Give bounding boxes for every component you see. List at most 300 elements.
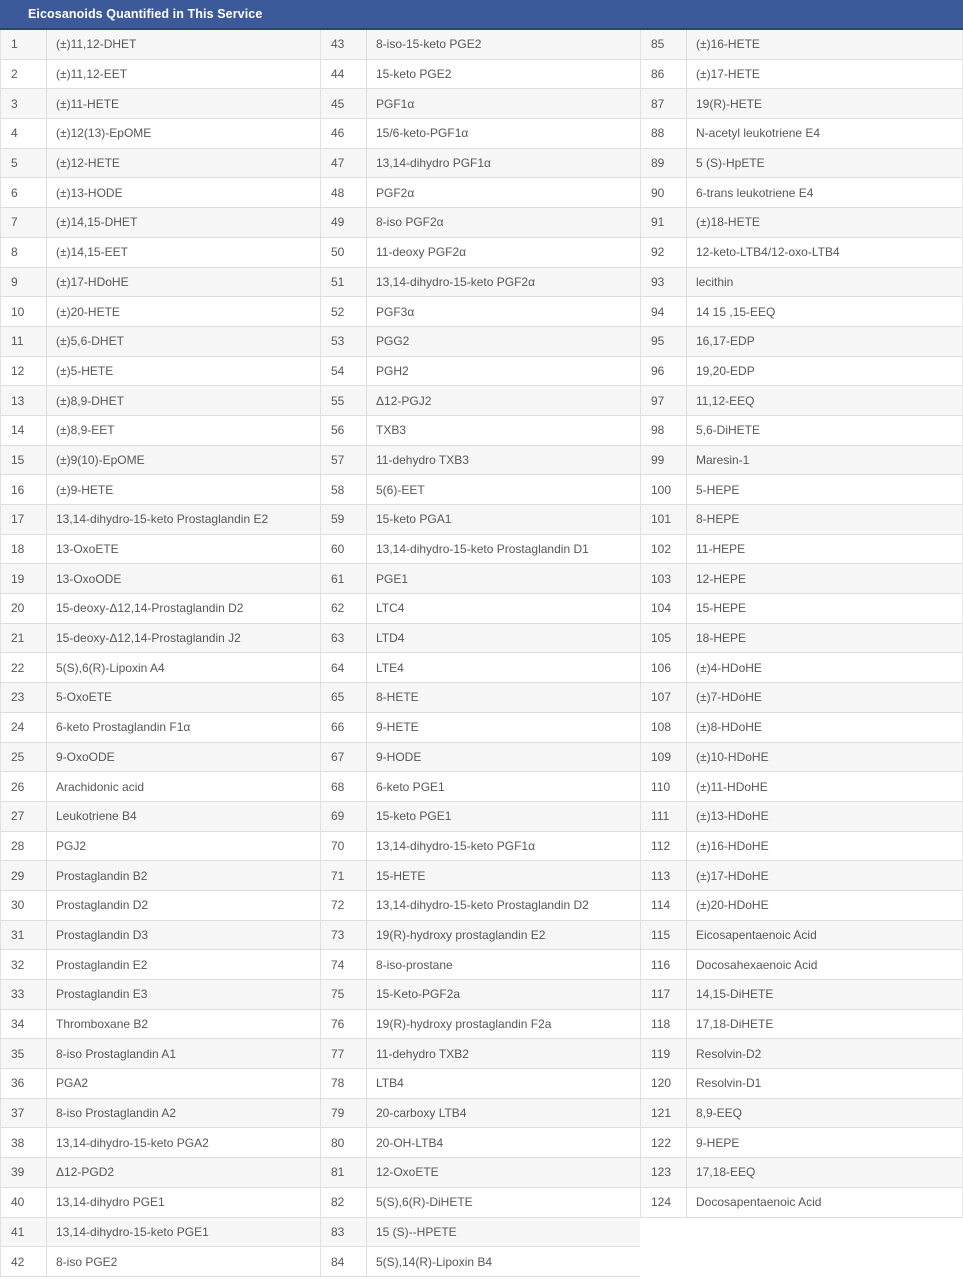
row-number: 79	[321, 1099, 367, 1128]
compound-name: LTD4	[376, 631, 405, 646]
row-number: 83	[321, 1218, 367, 1247]
table-row	[321, 475, 640, 505]
row-number: 42	[1, 1247, 47, 1276]
table-row	[1, 1010, 320, 1040]
compound-name: 13,14-dihydro-15-keto PGA2	[56, 1135, 209, 1150]
compound-name: (±)20-HETE	[56, 304, 120, 319]
compound-name: (±)11-HDoHE	[696, 779, 768, 794]
compound-table-column-3	[640, 30, 963, 1218]
table-row	[641, 713, 962, 743]
compound-name: (±)8,9-EET	[56, 423, 115, 438]
table-row	[1, 357, 320, 387]
row-number: 65	[321, 683, 367, 712]
compound-name: 19,20-EDP	[696, 363, 755, 378]
table-row	[1, 119, 320, 149]
table-row	[1, 30, 320, 60]
row-number: 66	[321, 713, 367, 742]
row-number: 89	[641, 149, 687, 178]
table-row	[1, 535, 320, 565]
compound-name: TXB3	[376, 423, 407, 438]
compound-name: 8,9-EEQ	[696, 1106, 743, 1121]
table-row	[321, 1039, 640, 1069]
compound-name: (±)14,15-EET	[56, 245, 128, 260]
row-number: 23	[1, 683, 47, 712]
table-title-bar	[0, 0, 963, 28]
compound-name: 15-Keto-PGF2a	[376, 987, 461, 1002]
compound-name: Docosapentaenoic Acid	[696, 1195, 822, 1210]
compound-name: 13,14-dihydro PGE1	[56, 1195, 165, 1210]
row-number: 72	[321, 891, 367, 920]
row-number: 20	[1, 594, 47, 623]
row-number: 122	[641, 1128, 687, 1157]
table-row	[641, 950, 962, 980]
compound-name: 11-HEPE	[696, 542, 746, 557]
table-row	[641, 1010, 962, 1040]
compound-name: (±)4-HDoHE	[696, 660, 762, 675]
row-number: 108	[641, 713, 687, 742]
row-number: 106	[641, 653, 687, 682]
table-row	[1, 802, 320, 832]
table-row	[321, 1247, 640, 1277]
table-row	[321, 832, 640, 862]
compound-name: (±)9-HETE	[56, 482, 114, 497]
compound-name: 8-iso Prostaglandin A2	[56, 1106, 177, 1121]
table-row	[321, 268, 640, 298]
compound-name: Prostaglandin E2	[56, 957, 148, 972]
compound-name: lecithin	[696, 274, 734, 289]
compound-name: 15-deoxy-Δ12,14-Prostaglandin J2	[56, 631, 241, 646]
table-row	[321, 60, 640, 90]
row-number: 39	[1, 1158, 47, 1187]
row-number: 37	[1, 1099, 47, 1128]
table-row	[641, 327, 962, 357]
table-row	[641, 149, 962, 179]
compound-name: Prostaglandin D3	[56, 927, 149, 942]
table-row	[641, 564, 962, 594]
row-number: 116	[641, 950, 687, 979]
row-number: 47	[321, 149, 367, 178]
row-number: 99	[641, 446, 687, 475]
table-row	[321, 149, 640, 179]
compound-name: Prostaglandin B2	[56, 868, 148, 883]
table-row	[1, 980, 320, 1010]
row-number: 68	[321, 772, 367, 801]
table-row	[321, 1188, 640, 1218]
table-row	[1, 89, 320, 119]
row-number: 100	[641, 475, 687, 504]
compound-name: 6-keto Prostaglandin F1α	[56, 720, 191, 735]
row-number: 78	[321, 1069, 367, 1098]
row-number: 56	[321, 416, 367, 445]
row-number: 75	[321, 980, 367, 1009]
table-row	[641, 297, 962, 327]
compound-name: 9-HODE	[376, 749, 422, 764]
compound-name: 13,14-dihydro-15-keto PGE1	[56, 1224, 209, 1239]
table-row	[321, 357, 640, 387]
row-number: 86	[641, 60, 687, 89]
compound-name: 12-OxoETE	[376, 1165, 439, 1180]
row-number: 118	[641, 1010, 687, 1039]
row-number: 10	[1, 297, 47, 326]
row-number: 98	[641, 416, 687, 445]
table-row	[321, 1218, 640, 1248]
compound-name: PGA2	[56, 1076, 89, 1091]
table-row	[321, 1128, 640, 1158]
compound-name: 5(S),6(R)-Lipoxin A4	[56, 660, 165, 675]
row-number: 57	[321, 446, 367, 475]
table-row	[641, 386, 962, 416]
table-row	[1, 416, 320, 446]
table-row	[1, 1069, 320, 1099]
row-number: 97	[641, 386, 687, 415]
compound-name: Thromboxane B2	[56, 1017, 149, 1032]
table-row	[321, 713, 640, 743]
compound-name: (±)11-HETE	[56, 96, 120, 111]
row-number: 104	[641, 594, 687, 623]
row-number: 8	[1, 238, 47, 267]
compound-name: 13,14-dihydro-15-keto Prostaglandin D1	[376, 542, 589, 557]
table-row	[321, 1158, 640, 1188]
table-row	[1, 772, 320, 802]
row-number: 61	[321, 564, 367, 593]
table-row	[641, 505, 962, 535]
table-row	[1, 950, 320, 980]
row-number: 71	[321, 861, 367, 890]
table-row	[321, 743, 640, 773]
row-number: 119	[641, 1039, 687, 1068]
table-row	[641, 60, 962, 90]
row-number: 117	[641, 980, 687, 1009]
table-row	[641, 624, 962, 654]
table-row	[321, 772, 640, 802]
row-number: 48	[321, 178, 367, 207]
row-number: 59	[321, 505, 367, 534]
table-row	[641, 743, 962, 773]
table-row	[321, 386, 640, 416]
compound-name: (±)5,6-DHET	[56, 334, 124, 349]
compound-name: PGF3α	[376, 304, 415, 319]
table-row	[321, 921, 640, 951]
table-row	[641, 178, 962, 208]
table-row	[1, 1099, 320, 1129]
table-row	[321, 89, 640, 119]
row-number: 32	[1, 950, 47, 979]
compound-name: 13,14-dihydro-15-keto Prostaglandin D2	[376, 898, 589, 913]
table-row	[1, 297, 320, 327]
compound-name: 14,15-DiHETE	[696, 987, 774, 1002]
table-row	[1, 1158, 320, 1188]
compound-name: 15-HETE	[376, 868, 426, 883]
compound-name: PGF2α	[376, 185, 415, 200]
compound-name: Prostaglandin D2	[56, 898, 149, 913]
compound-name: (±)12-HETE	[56, 156, 120, 171]
row-number: 41	[1, 1218, 47, 1247]
row-number: 70	[321, 832, 367, 861]
row-number: 52	[321, 297, 367, 326]
compound-name: 8-iso-prostane	[376, 957, 453, 972]
row-number: 44	[321, 60, 367, 89]
compound-name: 14 15 ,15-EEQ	[696, 304, 776, 319]
row-number: 110	[641, 772, 687, 801]
table-row	[641, 832, 962, 862]
row-number: 54	[321, 357, 367, 386]
row-number: 18	[1, 535, 47, 564]
table-row	[641, 446, 962, 476]
compound-name: (±)7-HDoHE	[696, 690, 762, 705]
table-row	[321, 119, 640, 149]
row-number: 73	[321, 921, 367, 950]
table-row	[1, 446, 320, 476]
table-row	[321, 980, 640, 1010]
compound-name: 5-HEPE	[696, 482, 740, 497]
compound-name: 8-HETE	[376, 690, 419, 705]
compound-name: 20-OH-LTB4	[376, 1135, 444, 1150]
table-row	[1, 1128, 320, 1158]
table-row	[641, 208, 962, 238]
table-row	[1, 238, 320, 268]
compound-name: Docosahexaenoic Acid	[696, 957, 818, 972]
compound-name: 15-deoxy-Δ12,14-Prostaglandin D2	[56, 601, 244, 616]
table-row	[1, 891, 320, 921]
row-number: 93	[641, 268, 687, 297]
compound-name: 9-HETE	[376, 720, 419, 735]
row-number: 77	[321, 1039, 367, 1068]
table-row	[641, 1158, 962, 1188]
row-number: 31	[1, 921, 47, 950]
table-row	[641, 475, 962, 505]
row-number: 113	[641, 861, 687, 890]
row-number: 55	[321, 386, 367, 415]
row-number: 81	[321, 1158, 367, 1187]
compound-name: Δ12-PGD2	[56, 1165, 115, 1180]
row-number: 84	[321, 1247, 367, 1276]
row-number: 123	[641, 1158, 687, 1187]
table-row	[321, 327, 640, 357]
compound-name: 8-iso Prostaglandin A1	[56, 1046, 177, 1061]
table-row	[1, 60, 320, 90]
table-row	[1, 208, 320, 238]
table-row	[641, 653, 962, 683]
compound-name: PGH2	[376, 363, 409, 378]
row-number: 112	[641, 832, 687, 861]
table-row	[1, 594, 320, 624]
page-title: Eicosanoids Quantified in This Service	[28, 7, 263, 21]
row-number: 33	[1, 980, 47, 1009]
compound-name: LTB4	[376, 1076, 404, 1091]
row-number: 90	[641, 178, 687, 207]
row-number: 60	[321, 535, 367, 564]
table-row	[1, 475, 320, 505]
compound-name: 11-deoxy PGF2α	[376, 245, 467, 260]
compound-table-column-1	[0, 30, 320, 1277]
row-number: 43	[321, 30, 367, 59]
table-row	[641, 980, 962, 1010]
row-number: 35	[1, 1039, 47, 1068]
row-number: 64	[321, 653, 367, 682]
table-row	[1, 564, 320, 594]
compound-name: 13,14-dihydro-15-keto PGF1α	[376, 838, 536, 853]
compound-name: 6-trans leukotriene E4	[696, 185, 814, 200]
compound-name: 16,17-EDP	[696, 334, 755, 349]
compound-name: 13-OxoODE	[56, 571, 122, 586]
row-number: 38	[1, 1128, 47, 1157]
table-row	[321, 297, 640, 327]
table-row	[1, 1188, 320, 1218]
row-number: 63	[321, 624, 367, 653]
table-row	[641, 594, 962, 624]
compound-name: (±)13-HODE	[56, 185, 123, 200]
row-number: 53	[321, 327, 367, 356]
row-number: 96	[641, 357, 687, 386]
compound-name: (±)17-HETE	[696, 67, 760, 82]
table-row	[641, 535, 962, 565]
row-number: 124	[641, 1188, 687, 1217]
table-row	[641, 268, 962, 298]
compound-name: 15/6-keto-PGF1α	[376, 126, 469, 141]
compound-name: 11-dehydro TXB2	[376, 1046, 469, 1061]
row-number: 80	[321, 1128, 367, 1157]
table-row	[641, 891, 962, 921]
row-number: 58	[321, 475, 367, 504]
compound-name: N-acetyl leukotriene E4	[696, 126, 821, 141]
compound-name: (±)10-HDoHE	[696, 749, 769, 764]
row-number: 2	[1, 60, 47, 89]
table-row	[1, 683, 320, 713]
compound-name: (±)16-HETE	[696, 37, 760, 52]
compound-name: 12-keto-LTB4/12-oxo-LTB4	[696, 245, 840, 260]
row-number: 9	[1, 268, 47, 297]
compound-name: 6-keto PGE1	[376, 779, 445, 794]
row-number: 19	[1, 564, 47, 593]
compound-name: (±)17-HDoHE	[56, 274, 129, 289]
table-row	[321, 683, 640, 713]
row-number: 121	[641, 1099, 687, 1128]
table-row	[1, 921, 320, 951]
compound-name: Leukotriene B4	[56, 809, 137, 824]
row-number: 69	[321, 802, 367, 831]
row-number: 62	[321, 594, 367, 623]
compound-name: (±)8,9-DHET	[56, 393, 124, 408]
table-row	[321, 30, 640, 60]
compound-name: 17,18-EEQ	[696, 1165, 756, 1180]
table-row	[1, 713, 320, 743]
row-number: 103	[641, 564, 687, 593]
row-number: 107	[641, 683, 687, 712]
row-number: 13	[1, 386, 47, 415]
table-row	[1, 505, 320, 535]
compound-name: 13,14-dihydro-15-keto PGF2α	[376, 274, 536, 289]
compound-name: (±)12(13)-EpOME	[56, 126, 152, 141]
row-number: 114	[641, 891, 687, 920]
compound-name: 5(S),14(R)-Lipoxin B4	[376, 1254, 493, 1269]
row-number: 26	[1, 772, 47, 801]
table-row	[1, 624, 320, 654]
table-row	[321, 238, 640, 268]
compound-name: (±)11,12-DHET	[56, 37, 137, 52]
compound-name: 5(6)-EET	[376, 482, 425, 497]
compound-name: 11,12-EEQ	[696, 393, 755, 408]
table-row	[1, 861, 320, 891]
table-row	[321, 653, 640, 683]
compound-name: 15-keto PGE2	[376, 67, 452, 82]
row-number: 5	[1, 149, 47, 178]
compound-name: (±)17-HDoHE	[696, 868, 769, 883]
table-row	[1, 268, 320, 298]
table-row	[641, 30, 962, 60]
row-number: 24	[1, 713, 47, 742]
compound-name: 9-OxoODE	[56, 749, 115, 764]
table-row	[321, 416, 640, 446]
table-row	[1, 178, 320, 208]
table-row	[321, 1069, 640, 1099]
row-number: 25	[1, 743, 47, 772]
row-number: 49	[321, 208, 367, 237]
table-row	[321, 594, 640, 624]
compound-name: 8-iso PGF2α	[376, 215, 444, 230]
table-row	[321, 564, 640, 594]
table-row	[321, 950, 640, 980]
table-row	[321, 1010, 640, 1040]
compound-name: Δ12-PGJ2	[376, 393, 432, 408]
row-number: 94	[641, 297, 687, 326]
row-number: 14	[1, 416, 47, 445]
table-row	[641, 119, 962, 149]
compound-name: 5(S),6(R)-DiHETE	[376, 1195, 473, 1210]
compound-name: 15-keto PGE1	[376, 809, 452, 824]
compound-name: 9-HEPE	[696, 1135, 740, 1150]
compound-name: (±)16-HDoHE	[696, 838, 769, 853]
table-row	[321, 861, 640, 891]
compound-name: 5-OxoETE	[56, 690, 113, 705]
row-number: 82	[321, 1188, 367, 1217]
compound-name: LTC4	[376, 601, 405, 616]
row-number: 51	[321, 268, 367, 297]
compound-name: (±)14,15-DHET	[56, 215, 138, 230]
compound-name: 15 (S)--HPETE	[376, 1224, 457, 1239]
row-number: 115	[641, 921, 687, 950]
table-row	[321, 535, 640, 565]
compound-name: Resolvin-D2	[696, 1046, 762, 1061]
row-number: 95	[641, 327, 687, 356]
row-number: 30	[1, 891, 47, 920]
row-number: 11	[1, 327, 47, 356]
row-number: 17	[1, 505, 47, 534]
row-number: 105	[641, 624, 687, 653]
table-row	[641, 89, 962, 119]
row-number: 21	[1, 624, 47, 653]
compound-name: PGE1	[376, 571, 409, 586]
compound-name: 5,6-DiHETE	[696, 423, 761, 438]
row-number: 27	[1, 802, 47, 831]
table-row	[1, 1039, 320, 1069]
table-row	[321, 1099, 640, 1129]
compound-name: Arachidonic acid	[56, 779, 145, 794]
row-number: 45	[321, 89, 367, 118]
compound-name: 18-HEPE	[696, 631, 747, 646]
row-number: 88	[641, 119, 687, 148]
row-number: 29	[1, 861, 47, 890]
table-row	[641, 772, 962, 802]
table-row	[641, 357, 962, 387]
row-number: 85	[641, 30, 687, 59]
row-number: 91	[641, 208, 687, 237]
table-row	[641, 238, 962, 268]
compound-name: 19(R)-HETE	[696, 96, 763, 111]
compound-name: (±)18-HETE	[696, 215, 760, 230]
compound-name: 8-iso PGE2	[56, 1254, 118, 1269]
compound-name: 5 (S)-HpETE	[696, 156, 765, 171]
compound-table-column-2	[320, 30, 640, 1277]
